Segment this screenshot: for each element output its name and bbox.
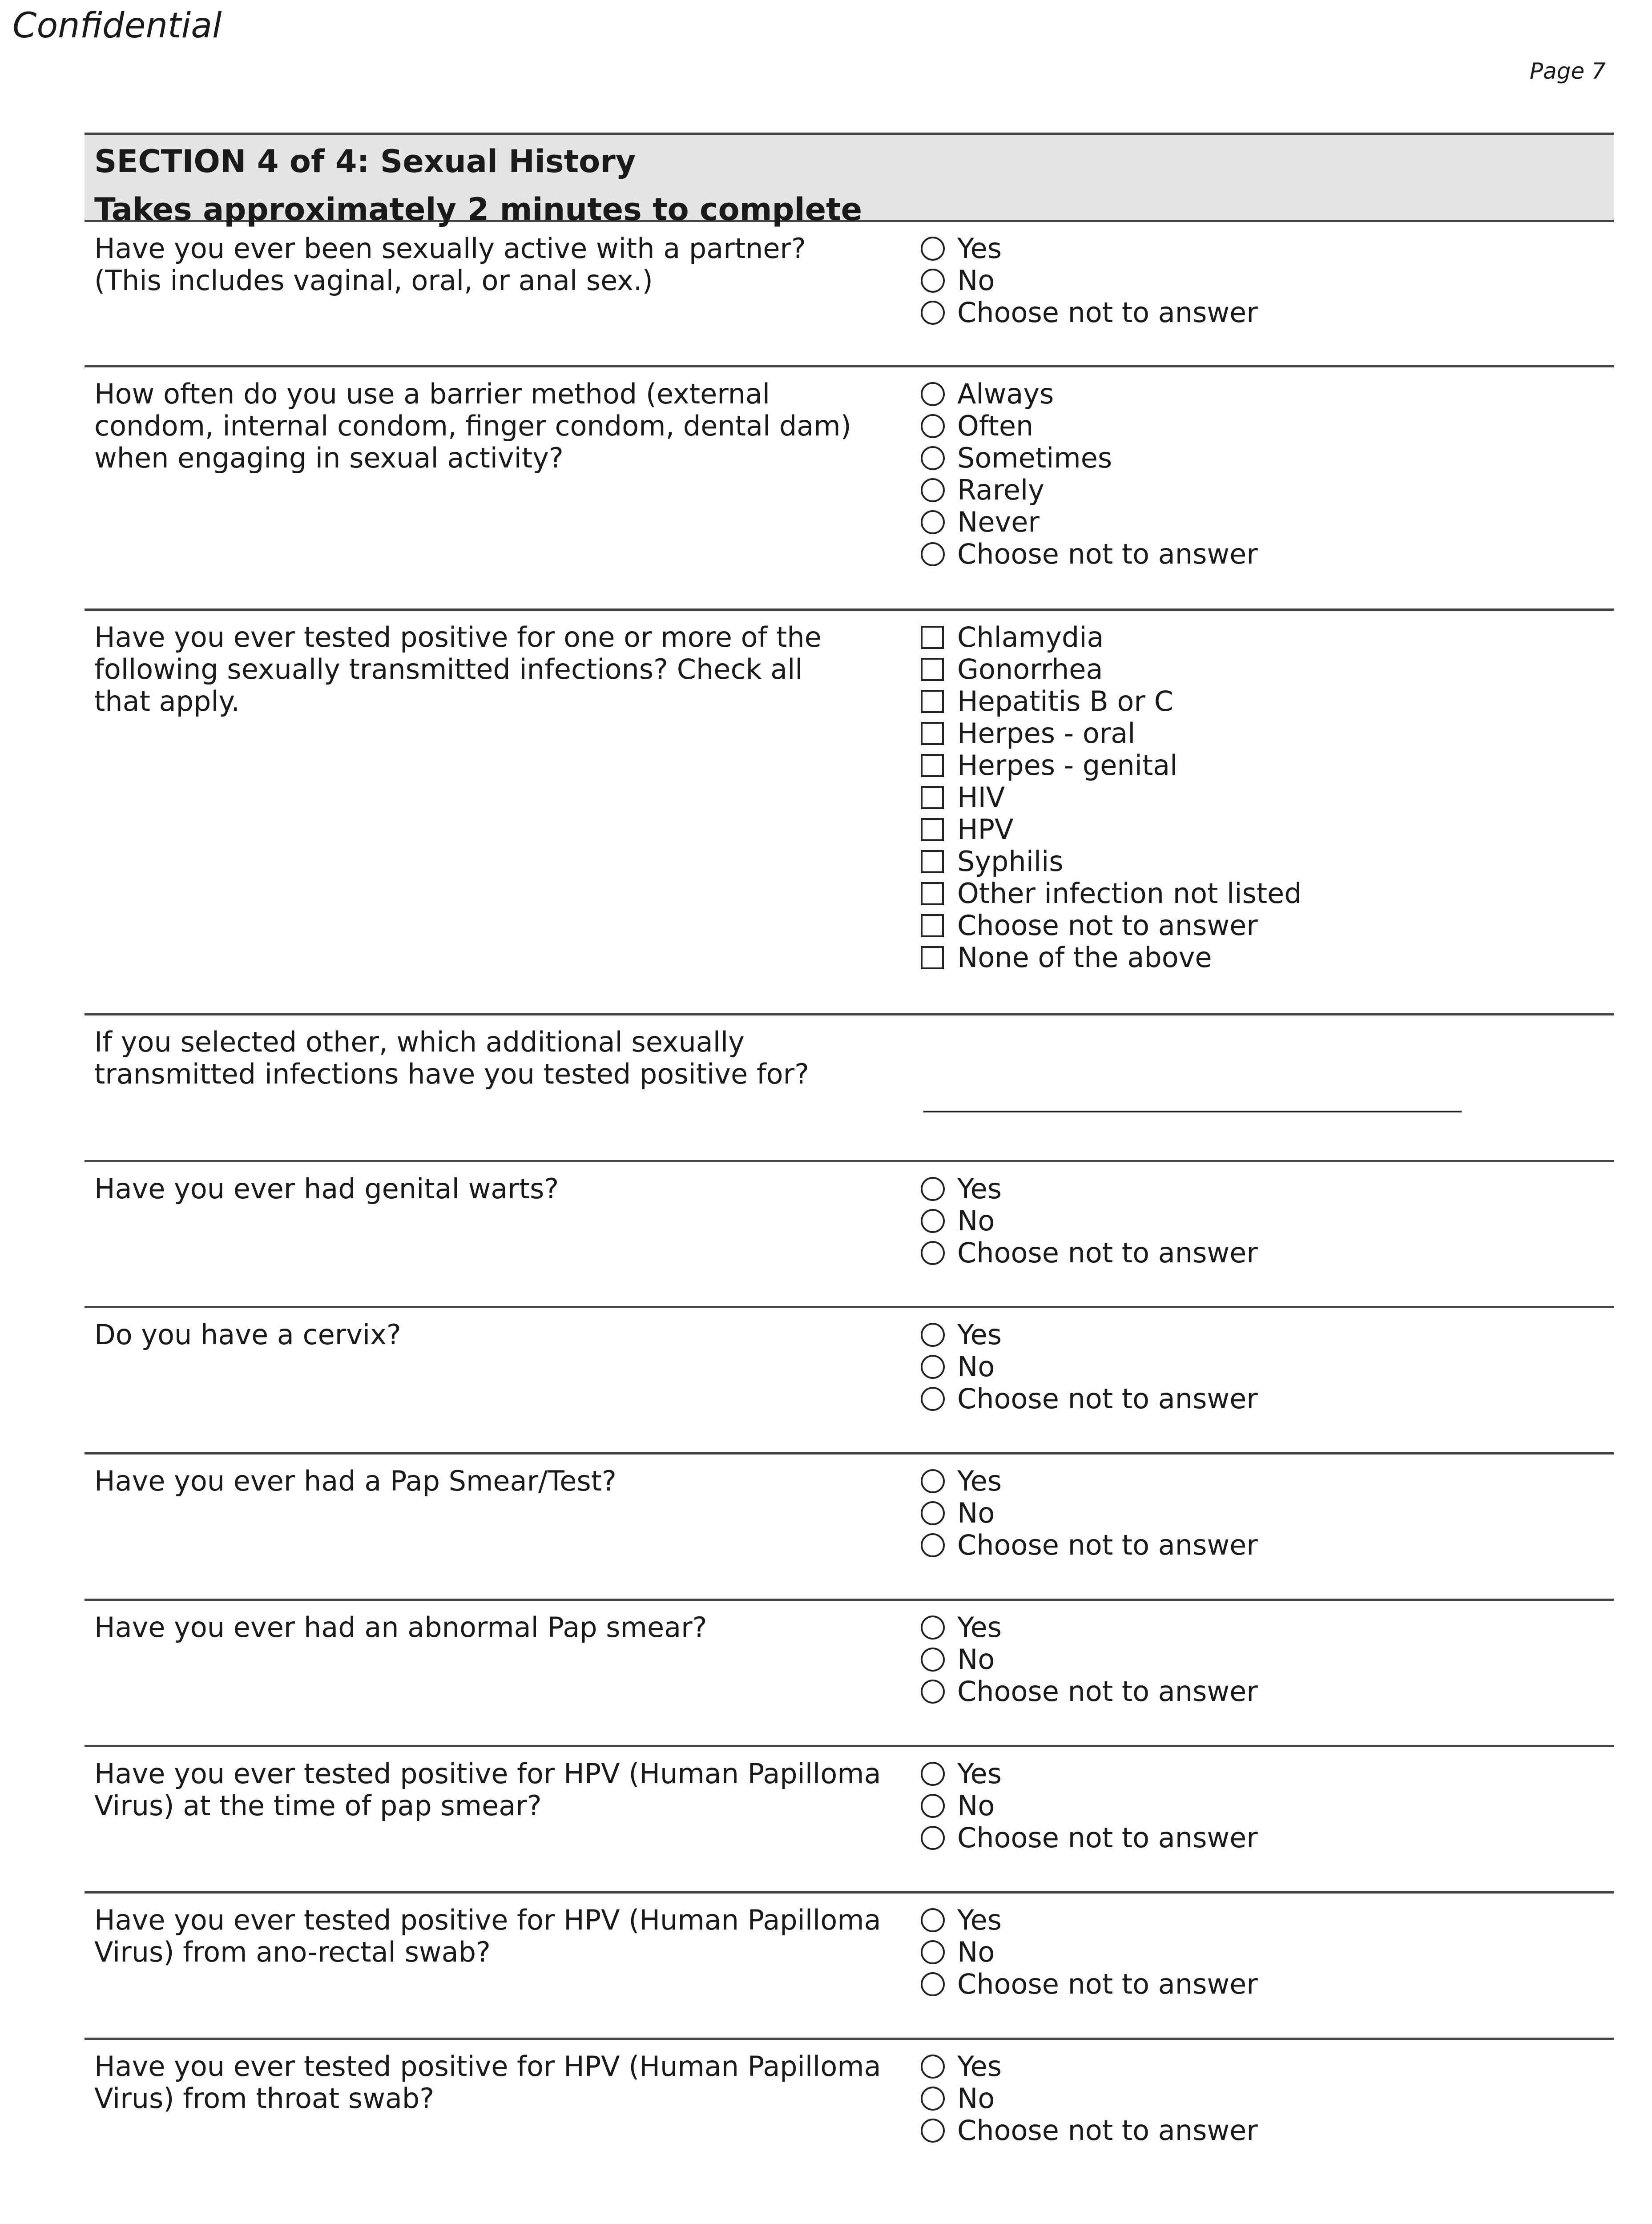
- radio-icon[interactable]: [921, 1177, 945, 1201]
- option-label: Choose not to answer: [957, 1237, 1258, 1269]
- radio-icon[interactable]: [921, 1501, 945, 1525]
- radio-icon[interactable]: [921, 2055, 945, 2079]
- radio-icon[interactable]: [921, 1323, 945, 1347]
- section-subtitle: Takes approximately 2 minutes to complete: [94, 191, 862, 228]
- checkbox-option[interactable]: [921, 878, 1302, 910]
- radio-option[interactable]: [921, 410, 1258, 442]
- option-label: No: [957, 2082, 995, 2115]
- text-answer: [921, 1026, 1462, 1160]
- radio-option[interactable]: [921, 1904, 1258, 1936]
- question-text: How often do you use a barrier method (external condom, internal condom, finger condom, dental dam) when engaging in sexual activity?: [94, 378, 851, 474]
- option-label: Choose not to answer: [957, 1382, 1258, 1415]
- question-row: [85, 1894, 1614, 2040]
- checkbox-icon[interactable]: [921, 786, 944, 809]
- checkbox-option[interactable]: [921, 685, 1302, 717]
- radio-icon[interactable]: [921, 1794, 945, 1818]
- question-row: [85, 611, 1614, 1015]
- radio-option[interactable]: [921, 1822, 1258, 1854]
- option-label: Often: [957, 410, 1034, 442]
- option-label: Syphilis: [957, 845, 1064, 878]
- option-label: No: [957, 1643, 995, 1676]
- question-text: Have you ever tested positive for HPV (Human Papilloma Virus) at the time of pap smear?: [94, 1757, 881, 1822]
- radio-group: [921, 1173, 1258, 1306]
- radio-icon[interactable]: [921, 1680, 945, 1704]
- radio-group: [921, 1319, 1258, 1452]
- option-label: Yes: [957, 2050, 1002, 2083]
- question-row: [85, 367, 1614, 611]
- question-row: [85, 2040, 1614, 2173]
- checkbox-icon[interactable]: [921, 690, 944, 713]
- radio-option[interactable]: [921, 2083, 1258, 2115]
- radio-option[interactable]: [921, 1790, 1258, 1822]
- radio-icon[interactable]: [921, 1940, 945, 1964]
- radio-icon[interactable]: [921, 237, 945, 261]
- option-label: HIV: [957, 781, 1005, 814]
- question-text: Do you have a cervix?: [94, 1318, 401, 1351]
- question-row: [85, 1015, 1614, 1162]
- option-label: Choose not to answer: [957, 538, 1258, 570]
- radio-option[interactable]: [921, 1319, 1258, 1351]
- radio-icon[interactable]: [921, 1469, 945, 1493]
- page-number: Page 7: [1530, 58, 1606, 84]
- checkbox-icon[interactable]: [921, 658, 944, 681]
- radio-icon[interactable]: [921, 2087, 945, 2111]
- option-label: Yes: [957, 1465, 1002, 1497]
- question-text: Have you ever been sexually active with a partner? (This includes vaginal, oral, or anal sex.): [94, 232, 806, 297]
- option-label: Choose not to answer: [957, 909, 1258, 942]
- question-text: If you selected other, which additional sexually transmitted infections have you tested positive for?: [94, 1026, 809, 1090]
- radio-icon[interactable]: [921, 1762, 945, 1786]
- checkbox-option[interactable]: [921, 749, 1302, 782]
- option-label: Herpes - genital: [957, 749, 1178, 782]
- checkbox-icon[interactable]: [921, 882, 944, 905]
- radio-option[interactable]: [921, 1497, 1258, 1529]
- checkbox-option[interactable]: [921, 814, 1302, 846]
- radio-icon[interactable]: [921, 1533, 945, 1557]
- option-label: Choose not to answer: [957, 1968, 1258, 2000]
- question-text: Have you ever had a Pap Smear/Test?: [94, 1465, 616, 1497]
- radio-icon[interactable]: [921, 478, 945, 502]
- option-label: Hepatitis B or C: [957, 685, 1173, 717]
- radio-icon[interactable]: [921, 2119, 945, 2143]
- confidential-label: Confidential: [12, 6, 222, 46]
- option-label: Yes: [957, 232, 1002, 265]
- checkbox-option[interactable]: [921, 846, 1302, 878]
- option-label: Choose not to answer: [957, 2114, 1258, 2147]
- radio-icon[interactable]: [921, 1826, 945, 1850]
- question-row: [85, 1601, 1614, 1747]
- radio-icon[interactable]: [921, 1387, 945, 1411]
- option-label: Herpes - oral: [957, 717, 1136, 749]
- checkbox-icon[interactable]: [921, 914, 944, 937]
- checkbox-option[interactable]: [921, 782, 1302, 814]
- checkbox-icon[interactable]: [921, 818, 944, 841]
- radio-option[interactable]: [921, 538, 1258, 570]
- option-label: Rarely: [957, 474, 1044, 506]
- option-label: No: [957, 1350, 995, 1383]
- option-label: Sometimes: [957, 442, 1112, 474]
- checkbox-icon[interactable]: [921, 626, 944, 649]
- section-header: [85, 133, 1614, 228]
- option-label: HPV: [957, 813, 1014, 846]
- option-label: No: [957, 1497, 995, 1529]
- option-label: No: [957, 1936, 995, 1968]
- option-label: Choose not to answer: [957, 296, 1258, 329]
- radio-icon[interactable]: [921, 269, 945, 293]
- radio-option[interactable]: [921, 1644, 1258, 1676]
- question-text: Have you ever tested positive for HPV (Human Papilloma Virus) from throat swab?: [94, 2050, 881, 2115]
- radio-icon[interactable]: [921, 1355, 945, 1379]
- radio-option[interactable]: [921, 1968, 1258, 2000]
- radio-icon[interactable]: [921, 301, 945, 325]
- question-text: Have you ever tested positive for one or more of the following sexually transmitted infections? Check all that apply.: [94, 621, 822, 717]
- option-label: No: [957, 264, 995, 297]
- radio-group: [921, 1612, 1258, 1745]
- option-label: Yes: [957, 1611, 1002, 1644]
- radio-option[interactable]: [921, 233, 1258, 265]
- radio-group: [921, 1904, 1258, 2038]
- question-text: Have you ever had genital warts?: [94, 1172, 559, 1205]
- radio-option[interactable]: [921, 2115, 1258, 2147]
- radio-icon[interactable]: [921, 510, 945, 534]
- option-label: Yes: [957, 1904, 1002, 1936]
- radio-group: [921, 378, 1258, 608]
- radio-icon[interactable]: [921, 1241, 945, 1265]
- radio-icon[interactable]: [921, 1616, 945, 1640]
- option-label: Chlamydia: [957, 621, 1104, 653]
- radio-option[interactable]: [921, 1612, 1258, 1644]
- option-label: Yes: [957, 1172, 1002, 1205]
- radio-option[interactable]: [921, 474, 1258, 506]
- option-label: Yes: [957, 1318, 1002, 1351]
- option-label: Always: [957, 378, 1054, 410]
- radio-option[interactable]: [921, 378, 1258, 410]
- radio-option[interactable]: [921, 506, 1258, 538]
- option-label: Choose not to answer: [957, 1675, 1258, 1708]
- section-title: SECTION 4 of 4: Sexual History: [94, 143, 636, 180]
- radio-group: [921, 233, 1258, 365]
- radio-option[interactable]: [921, 297, 1258, 329]
- survey-form: [85, 133, 1614, 2173]
- radio-icon[interactable]: [921, 1908, 945, 1932]
- text-input-line[interactable]: [923, 1111, 1462, 1112]
- option-label: Other infection not listed: [957, 877, 1302, 910]
- checkbox-option[interactable]: [921, 910, 1302, 942]
- question-row: [85, 222, 1614, 367]
- radio-icon[interactable]: [921, 414, 945, 438]
- checkbox-icon[interactable]: [921, 850, 944, 873]
- option-label: Yes: [957, 1757, 1002, 1790]
- option-label: No: [957, 1789, 995, 1822]
- radio-icon[interactable]: [921, 1972, 945, 1996]
- question-row: [85, 1454, 1614, 1601]
- radio-icon[interactable]: [921, 1209, 945, 1233]
- checkbox-option[interactable]: [921, 942, 1302, 974]
- radio-icon[interactable]: [921, 446, 945, 470]
- checkbox-option[interactable]: [921, 653, 1302, 685]
- radio-option[interactable]: [921, 1465, 1258, 1497]
- question-row: [85, 1308, 1614, 1454]
- radio-option[interactable]: [921, 442, 1258, 474]
- option-label: None of the above: [957, 941, 1212, 974]
- radio-option[interactable]: [921, 1676, 1258, 1708]
- radio-option[interactable]: [921, 1351, 1258, 1383]
- option-label: Choose not to answer: [957, 1821, 1258, 1854]
- radio-option[interactable]: [921, 2051, 1258, 2083]
- radio-option[interactable]: [921, 1237, 1258, 1269]
- question-row: [85, 1747, 1614, 1894]
- radio-group: [921, 1758, 1258, 1891]
- checkbox-icon[interactable]: [921, 946, 944, 969]
- radio-option[interactable]: [921, 1529, 1258, 1561]
- radio-group: [921, 1465, 1258, 1599]
- question-text: Have you ever tested positive for HPV (Human Papilloma Virus) from ano-rectal swab?: [94, 1904, 881, 1968]
- radio-option[interactable]: [921, 1383, 1258, 1415]
- radio-option[interactable]: [921, 1173, 1258, 1205]
- checkbox-icon[interactable]: [921, 754, 944, 777]
- checkbox-group: [921, 621, 1302, 1013]
- option-label: No: [957, 1205, 995, 1237]
- radio-icon[interactable]: [921, 382, 945, 406]
- radio-option[interactable]: [921, 265, 1258, 297]
- radio-icon[interactable]: [921, 542, 945, 566]
- radio-icon[interactable]: [921, 1648, 945, 1672]
- question-text: Have you ever had an abnormal Pap smear?: [94, 1611, 707, 1644]
- option-label: Choose not to answer: [957, 1529, 1258, 1561]
- radio-option[interactable]: [921, 1758, 1258, 1790]
- option-label: Never: [957, 506, 1040, 538]
- radio-option[interactable]: [921, 1936, 1258, 1968]
- checkbox-option[interactable]: [921, 621, 1302, 653]
- checkbox-option[interactable]: [921, 717, 1302, 749]
- option-label: Gonorrhea: [957, 653, 1103, 685]
- checkbox-icon[interactable]: [921, 722, 944, 745]
- radio-option[interactable]: [921, 1205, 1258, 1237]
- question-row: [85, 1162, 1614, 1308]
- radio-group: [921, 2051, 1258, 2173]
